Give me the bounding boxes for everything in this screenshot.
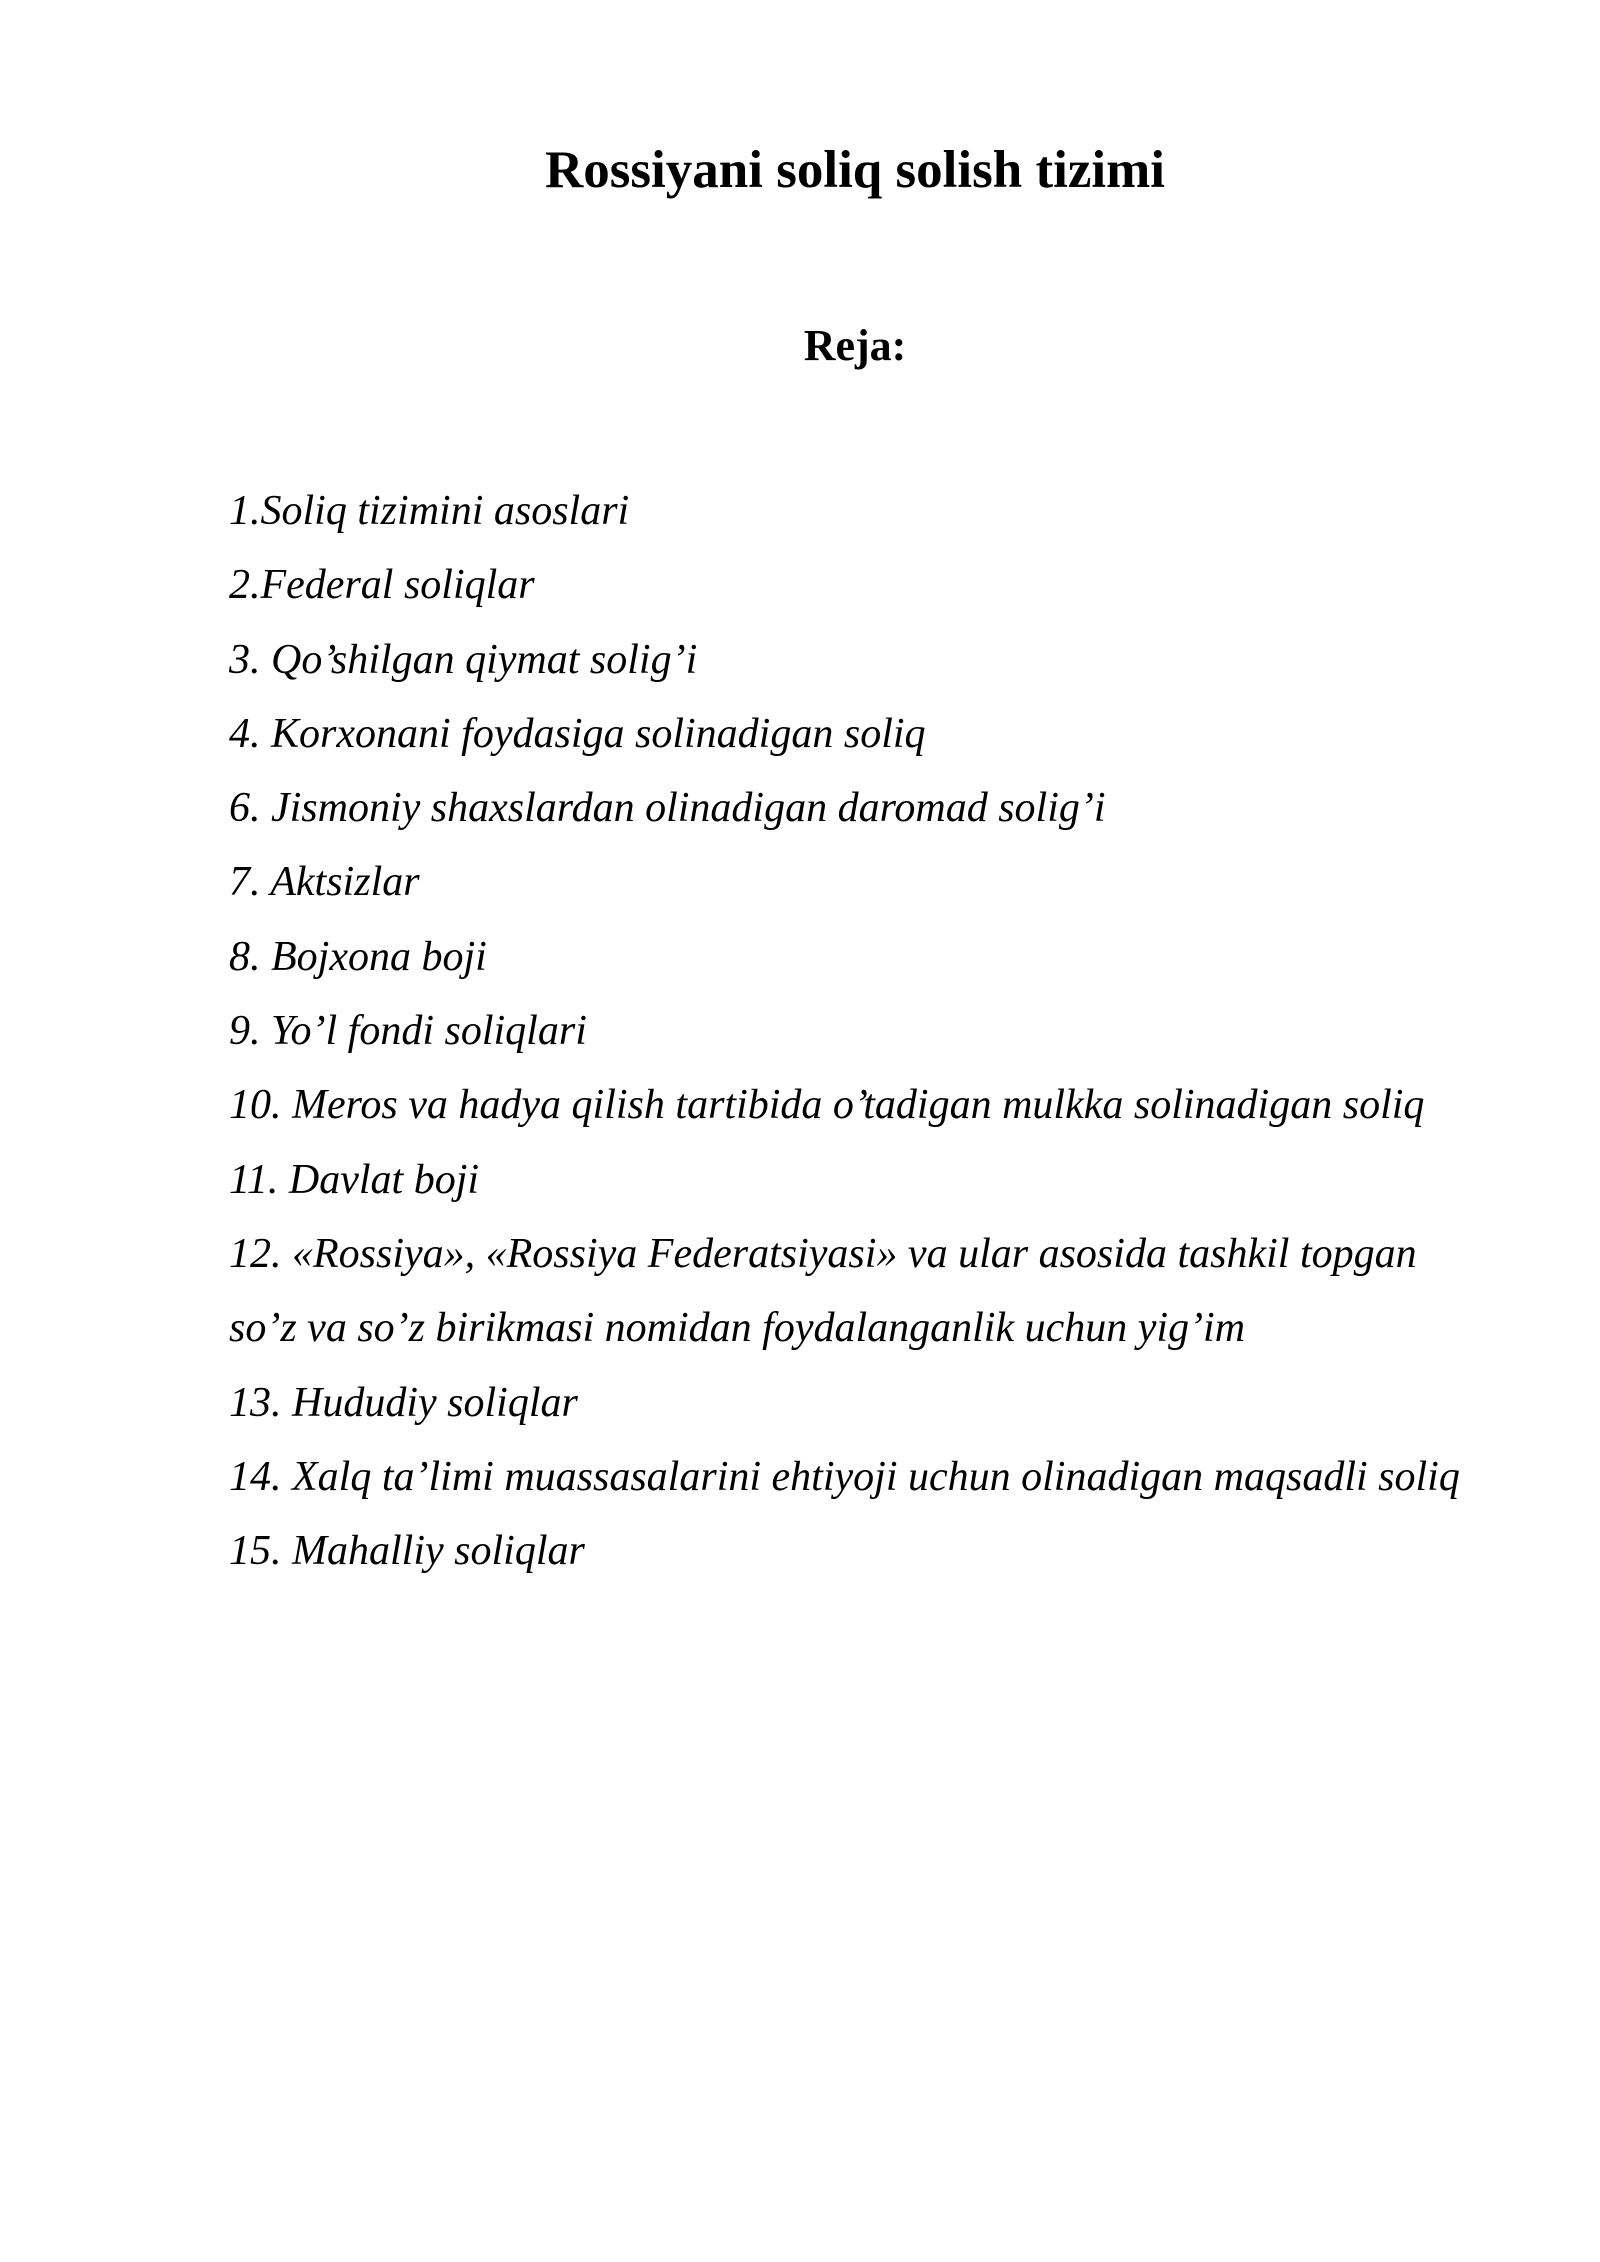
plan-item: 8. Bojxona boji xyxy=(229,933,487,980)
plan-item: 4. Korxonani foydasiga solinadigan soliq xyxy=(229,710,926,757)
plan-item: 14. Xalq ta’limi muassasalarini ehtiyoji uchun olinadigan maqsadli soliq xyxy=(229,1453,1460,1500)
plan-list xyxy=(229,474,1494,1588)
plan-item: 11. Davlat boji xyxy=(229,1156,480,1203)
plan-item: 2.Federal soliqlar xyxy=(229,562,535,609)
plan-item: 13. Hududiy soliqlar xyxy=(229,1379,578,1426)
plan-item: 3. Qo’shilgan qiymat solig’i xyxy=(229,636,698,683)
plan-item: 7. Aktsizlar xyxy=(229,859,420,906)
document-title: Rossiyani soliq solish tizimi xyxy=(545,141,1165,199)
plan-item: 10. Meros va hadya qilish tartibida o’tadigan mulkka solinadigan soliq xyxy=(229,1082,1425,1129)
plan-item: 15. Mahalliy soliqlar xyxy=(229,1528,585,1575)
plan-heading: Reja: xyxy=(803,321,907,370)
plan-item: 6. Jismoniy shaxslardan olinadigan daromad solig’i xyxy=(229,785,1106,832)
plan-item: 12. «Rossiya», «Rossiya Federatsiyasi» va ular asosida tashkil topgan so’z va so’z birikmasi nomidan foydalanganlik uchun yig’im xyxy=(229,1230,1417,1352)
plan-item: 1.Soliq tizimini asoslari xyxy=(229,488,630,534)
plan-item: 9. Yo’l fondi soliqlari xyxy=(229,1008,587,1055)
